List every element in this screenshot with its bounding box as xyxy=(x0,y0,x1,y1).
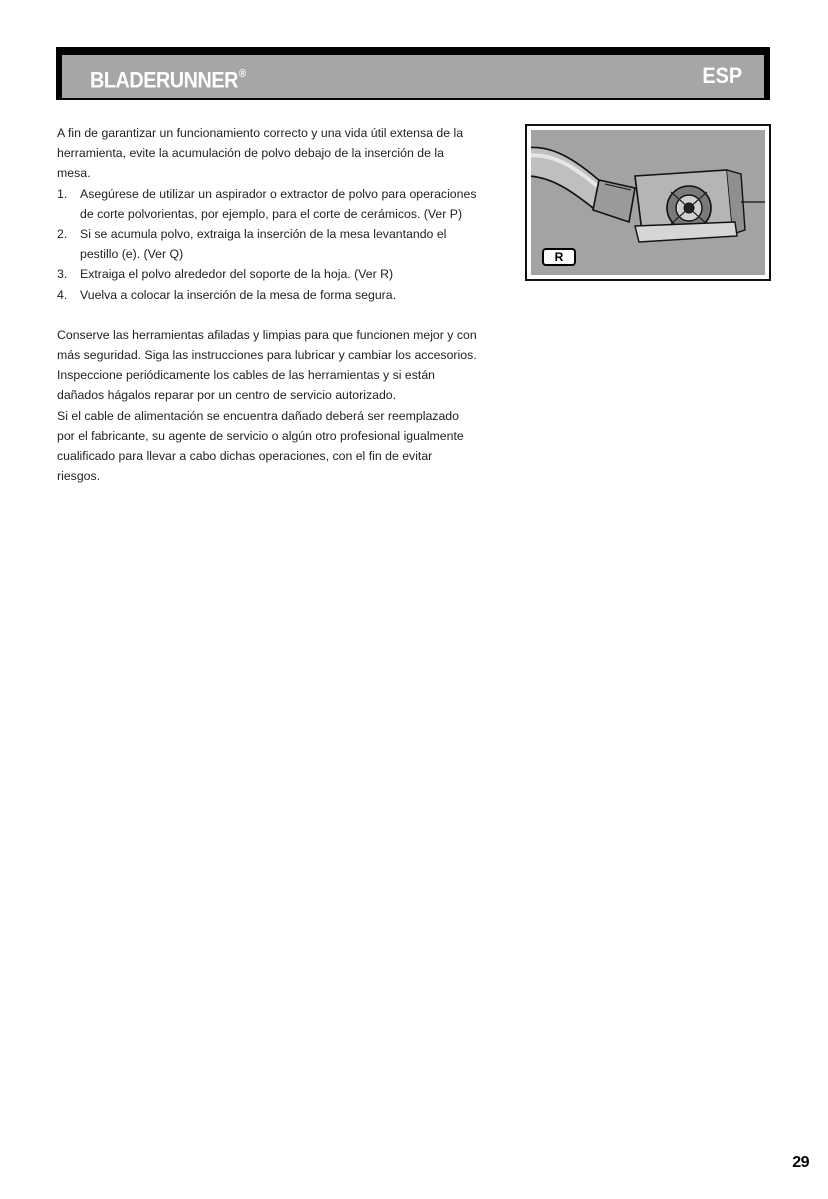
step-item xyxy=(57,285,477,305)
cable-warning-paragraph: Si el cable de alimentación se encuentra dañado deberá ser reemplazado por el fabricante, su agente de servicio o algún otro profesional igualmente cualificado para llevar a cabo dichas operaciones, con el fin de evitar riesgos. xyxy=(57,408,464,484)
language-code: ESP xyxy=(702,63,742,88)
step-item xyxy=(57,264,477,284)
step-number: 3. xyxy=(57,267,68,282)
brand-title xyxy=(90,61,246,95)
brand-name: BLADERUNNER xyxy=(90,67,238,93)
step-text: Asegúrese de utilizar un aspirador o extractor de polvo para operaciones de corte polvorientas, por ejemplo, para el corte de cerámicos. (Ver P) xyxy=(80,186,477,221)
step-item xyxy=(57,184,477,224)
intro-paragraph: A fin de garantizar un funcionamiento correcto y una vida útil extensa de la herramienta, evite la acumulación de polvo debajo de la inserción de la mesa. xyxy=(57,126,464,181)
figure-image xyxy=(531,130,765,275)
step-text: Vuelva a colocar la inserción de la mesa de forma segura. xyxy=(80,287,397,302)
registered-mark: ® xyxy=(238,68,246,80)
figure-label: R xyxy=(542,248,576,266)
step-text: Si se acumula polvo, extraiga la inserción de la mesa levantando el pestillo (e). (Ver Q) xyxy=(80,227,447,262)
steps-list xyxy=(57,184,477,305)
paragraph-spacer xyxy=(57,305,477,325)
main-content xyxy=(57,123,477,486)
maintenance-paragraph: Conserve las herramientas afiladas y limpias para que funcionen mejor y con más seguridad. Siga las instrucciones para lubricar y cambiar los accesorios. Inspeccione periódicamente los cables de las herramientas y si están dañados hágalos reparar por un centro de servicio autorizado. xyxy=(57,327,477,403)
step-number: 2. xyxy=(57,227,68,242)
figure-r xyxy=(525,124,771,281)
step-text: Extraiga el polvo alrededor del soporte de la hoja. (Ver R) xyxy=(80,267,394,282)
step-item xyxy=(57,224,477,264)
page-number: 29 xyxy=(792,1154,809,1171)
step-number: 1. xyxy=(57,186,68,201)
step-number: 4. xyxy=(57,287,68,302)
